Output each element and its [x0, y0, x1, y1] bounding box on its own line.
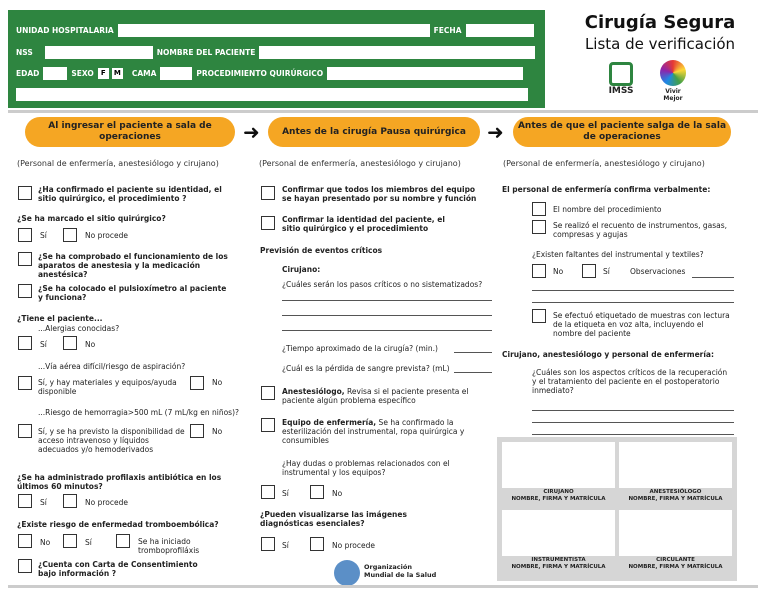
- tiempo-line[interactable]: [454, 352, 492, 353]
- answer-line[interactable]: [532, 434, 734, 435]
- sexo-m-box[interactable]: M: [112, 68, 123, 79]
- arrow-right-icon: ➜: [243, 120, 260, 144]
- phase-3-pill: Antes de que el paciente salga de la sala de operaciones: [513, 117, 731, 147]
- opt-no: No: [212, 378, 223, 387]
- opt-si: Sí: [40, 340, 47, 349]
- opt-no: No: [332, 489, 343, 498]
- checkbox-pulsioximetro[interactable]: [18, 284, 32, 298]
- col3-subtitle: (Personal de enfermería, anestesiólogo y cirujano): [503, 159, 705, 168]
- q-hemorragia: ...Riesgo de hemorragia>500 mL (7 mL/kg en niños)?: [38, 408, 239, 417]
- signature-box-instrumentista[interactable]: [502, 510, 615, 556]
- opt-tromboprofilaxis: Se ha iniciado tromboprofiláxis: [138, 537, 200, 555]
- label-nss: NSS: [16, 48, 33, 57]
- opt-no-procede: No procede: [332, 541, 375, 550]
- label-procedimiento: PROCEDIMIENTO QUIRÚRGICO: [196, 69, 324, 78]
- q-tromboembolica: ¿Existe riesgo de enfermedad tromboembólica?: [17, 520, 219, 529]
- q-imagenes: ¿Pueden visualizarse las imágenes diagnósticas esenciales?: [260, 510, 407, 528]
- signature-box-circulante[interactable]: [619, 510, 732, 556]
- row-edad: [16, 67, 527, 80]
- q-pasos-criticos: ¿Cuáles serán los pasos críticos o no sistematizados?: [282, 280, 483, 289]
- checkbox-faltantes-si[interactable]: [582, 264, 596, 278]
- q-recuperacion: ¿Cuáles son los aspectos críticos de la recuperación y el tratamiento del paciente en el postoperatorio inmediato?: [532, 368, 728, 395]
- checkbox-identidad[interactable]: [18, 186, 32, 200]
- fecha-field[interactable]: [466, 24, 534, 37]
- checkbox-confirmar-identidad[interactable]: [261, 216, 275, 230]
- q-alergias: ...Alergias conocidas?: [38, 324, 120, 333]
- label-unidad: UNIDAD HOSPITALARIA: [16, 26, 114, 35]
- prevision-heading: Previsión de eventos críticos: [260, 246, 383, 255]
- cirujano-heading: Cirujano:: [282, 265, 321, 274]
- answer-line[interactable]: [282, 300, 492, 301]
- q-sitio-marcado: ¿Se ha marcado el sitio quirúrgico?: [17, 214, 166, 223]
- checkbox-dudas-no[interactable]: [310, 485, 324, 499]
- q-profilaxis: ¿Se ha administrado profilaxis antibiótica en los últimos 60 minutos?: [17, 473, 222, 491]
- col1-subtitle: (Personal de enfermería, anestesiólogo y cirujano): [17, 159, 219, 168]
- confirma-heading: El personal de enfermería confirma verbalmente:: [502, 185, 711, 194]
- q-dudas: ¿Hay dudas o problemas relacionados con el instrumental y los equipos?: [282, 459, 450, 477]
- opt-si: Sí: [603, 267, 610, 276]
- label-cama: CAMA: [131, 69, 157, 78]
- label-sexo: SEXO: [71, 69, 94, 78]
- opt-no: No: [85, 340, 96, 349]
- equipo-heading: Cirujano, anestesiólogo y personal de enfermería:: [502, 350, 714, 359]
- nss-field[interactable]: [45, 46, 153, 59]
- nombre-field[interactable]: [259, 46, 535, 59]
- checkbox-sitio-si[interactable]: [18, 228, 32, 242]
- perdida-line[interactable]: [454, 372, 492, 373]
- extra-field[interactable]: [16, 88, 528, 101]
- checkbox-trombo-no[interactable]: [18, 534, 32, 548]
- opt-si: Sí: [282, 489, 289, 498]
- q-consentimiento: ¿Cuenta con Carta de Consentimiento bajo información ?: [38, 560, 198, 578]
- q-faltantes: ¿Existen faltantes del instrumental y textiles?: [532, 250, 704, 259]
- title-main: Cirugía Segura: [584, 12, 736, 33]
- opt-nombre-procedimiento: El nombre del procedimiento: [553, 205, 662, 214]
- opt-si: Sí: [40, 231, 47, 240]
- signature-label-anestesiologo: ANESTESIÓLOGO NOMBRE, FIRMA Y MATRÍCULA: [628, 489, 723, 502]
- checkbox-presentacion-equipo[interactable]: [261, 186, 275, 200]
- sexo-f-box[interactable]: F: [98, 68, 109, 79]
- checkbox-faltantes-no[interactable]: [532, 264, 546, 278]
- procedimiento-field[interactable]: [327, 67, 523, 80]
- title-sub: Lista de verificación: [584, 35, 736, 53]
- signature-label-instrumentista: INSTRUMENTISTA NOMBRE, FIRMA Y MATRÍCULA: [511, 557, 606, 570]
- checkbox-sitio-noprocede[interactable]: [63, 228, 77, 242]
- answer-line[interactable]: [282, 330, 492, 331]
- checkbox-anestesia[interactable]: [18, 252, 32, 266]
- checkbox-anestesiologo[interactable]: [261, 386, 275, 400]
- signature-box-anestesiologo[interactable]: [619, 442, 732, 488]
- opt-recuento: Se realizó el recuento de instrumentos, gasas, compresas y agujas: [553, 221, 728, 239]
- answer-line[interactable]: [532, 410, 734, 411]
- label-nombre: NOMBRE DEL PACIENTE: [156, 48, 256, 57]
- observaciones-line[interactable]: [532, 302, 734, 303]
- observaciones-line[interactable]: [692, 277, 734, 278]
- checkbox-hemorragia-si[interactable]: [18, 424, 32, 438]
- checkbox-consentimiento[interactable]: [18, 559, 32, 573]
- arrow-right-icon: ➜: [487, 120, 504, 144]
- q-identidad: ¿Ha confirmado el paciente su identidad, el sitio quirúrgico, el procedimiento ?: [38, 185, 222, 203]
- checkbox-imagenes-noprocede[interactable]: [310, 537, 324, 551]
- opt-si: Sí: [40, 498, 47, 507]
- cama-field[interactable]: [160, 67, 192, 80]
- opt-via-aerea-si: Sí, y hay materiales y equipos/ayuda disponible: [38, 378, 177, 396]
- opt-si: Sí: [282, 541, 289, 550]
- row-blank: [16, 88, 528, 101]
- checkbox-dudas-si[interactable]: [261, 485, 275, 499]
- signature-label-circulante: CIRCULANTE NOMBRE, FIRMA Y MATRÍCULA: [628, 557, 723, 570]
- observaciones-label: Observaciones: [630, 267, 686, 276]
- signature-box-cirujano[interactable]: [502, 442, 615, 488]
- q-tiempo: ¿Tiempo aproximado de la cirugía? (min.): [282, 344, 438, 353]
- opt-no: No: [40, 538, 51, 547]
- q-anestesiologo: Anestesiólogo, Revisa si el paciente presenta el paciente algún problema específico: [282, 387, 469, 405]
- answer-line[interactable]: [282, 315, 492, 316]
- checkbox-alergias-si[interactable]: [18, 336, 32, 350]
- title-block: [560, 12, 760, 53]
- opt-hemorragia-si: Sí, y se ha previsto la disponibilidad de acceso intravenoso y líquidos adecuados y/o hemoderivados: [38, 427, 185, 454]
- checkbox-equipo-enfermeria[interactable]: [261, 418, 275, 432]
- vivir-mejor-logo: Vivir Mejor: [656, 60, 690, 102]
- answer-line[interactable]: [532, 422, 734, 423]
- q-anestesia: ¿Se ha comprobado el funcionamiento de los aparatos de anestesia y la medicación anestésica?: [38, 252, 228, 279]
- signature-label-cirujano: CIRUJANO NOMBRE, FIRMA Y MATRÍCULA: [511, 489, 606, 502]
- checkbox-profilaxis-noprocede[interactable]: [63, 494, 77, 508]
- opt-no-procede: No procede: [85, 498, 128, 507]
- opt-etiquetado: Se efectuó etiquetado de muestras con lectura de la etiqueta en voz alta, incluyendo el nombre del paciente: [553, 311, 730, 338]
- q-presentacion-equipo: Confirmar que todos los miembros del equipo se hayan presentado por su nombre y función: [282, 185, 477, 203]
- oms-label: Organización Mundial de la Salud: [364, 563, 437, 579]
- opt-si: Sí: [85, 538, 92, 547]
- checkbox-imagenes-si[interactable]: [261, 537, 275, 551]
- opt-no: No: [553, 267, 564, 276]
- label-fecha: FECHA: [433, 26, 462, 35]
- q-perdida-sangre: ¿Cuál es la pérdida de sangre prevista? (mL): [282, 364, 450, 373]
- col2-subtitle: (Personal de enfermería, anestesiólogo y cirujano): [259, 159, 461, 168]
- patient-header: [8, 10, 545, 108]
- label-edad: EDAD: [16, 69, 40, 78]
- checkbox-nombre-procedimiento[interactable]: [532, 202, 546, 216]
- imss-logo: IMSS: [606, 62, 636, 102]
- q-equipo-enfermeria: Equipo de enfermería, Se ha confirmado la esterilización del instrumental, ropa quirúrgica y consumibles: [282, 418, 465, 445]
- phase-1-pill: Al ingresar el paciente a sala de operaciones: [25, 117, 235, 147]
- oms-logo-icon: [334, 560, 360, 586]
- q-tiene-paciente: ¿Tiene el paciente...: [17, 314, 103, 323]
- divider-bottom: [8, 585, 758, 588]
- checkbox-trombo-si[interactable]: [63, 534, 77, 548]
- q-pulsioximetro: ¿Se ha colocado el pulsioxímetro al paciente y funciona?: [38, 284, 227, 302]
- divider-top: [8, 110, 758, 113]
- checkbox-hemorragia-no[interactable]: [190, 424, 204, 438]
- row-nss: [16, 46, 539, 59]
- checkbox-etiquetado[interactable]: [532, 309, 546, 323]
- row-unidad: [16, 24, 538, 37]
- observaciones-line[interactable]: [532, 290, 734, 291]
- edad-field[interactable]: [43, 67, 67, 80]
- checkbox-profilaxis-si[interactable]: [18, 494, 32, 508]
- checkbox-via-aerea-si[interactable]: [18, 376, 32, 390]
- checkbox-recuento[interactable]: [532, 220, 546, 234]
- checkbox-via-aerea-no[interactable]: [190, 376, 204, 390]
- unidad-field[interactable]: [118, 24, 430, 37]
- q-confirmar-identidad: Confirmar la identidad del paciente, el sitio quirúrgico y el procedimiento: [282, 215, 445, 233]
- opt-no-procede: No procede: [85, 231, 128, 240]
- opt-no: No: [212, 427, 223, 436]
- q-via-aerea: ...Vía aérea difícil/riesgo de aspiración?: [38, 362, 186, 371]
- checkbox-trombo-iniciado[interactable]: [116, 534, 130, 548]
- phase-2-pill: Antes de la cirugía Pausa quirúrgica: [268, 117, 480, 147]
- checkbox-alergias-no[interactable]: [63, 336, 77, 350]
